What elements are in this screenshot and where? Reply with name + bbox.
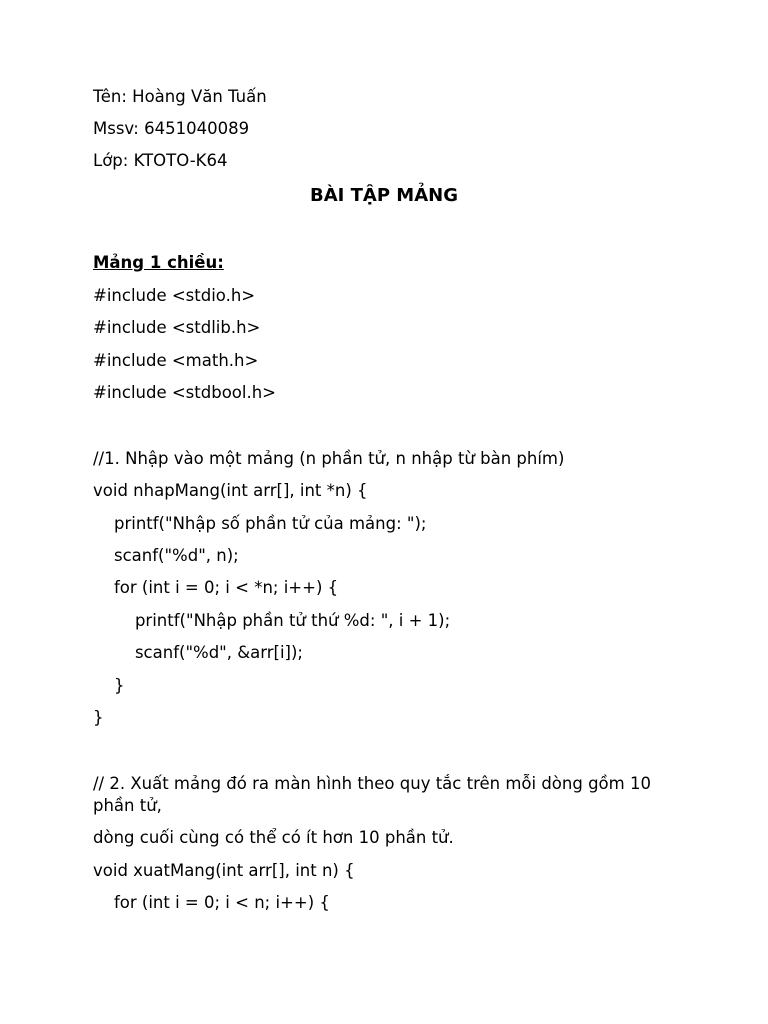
student-id: Mssv: 6451040089: [93, 119, 250, 138]
code-line: for (int i = 0; i < n; i++) {: [93, 893, 330, 912]
student-class: Lớp: KTOTO-K64: [93, 151, 228, 170]
code-line-include-stdbool: #include <stdbool.h>: [93, 383, 276, 402]
code-line: for (int i = 0; i < *n; i++) {: [93, 578, 339, 597]
code-comment-1: //1. Nhập vào một mảng (n phần tử, n nhập từ bàn phím): [93, 449, 565, 468]
code-line: }: [93, 708, 104, 727]
code-comment-2-continued: dòng cuối cùng có thể có ít hơn 10 phần tử.: [93, 828, 454, 847]
code-line-nhapmang-signature: void nhapMang(int arr[], int *n) {: [93, 481, 368, 500]
code-line: printf("Nhập số phần tử của mảng: ");: [93, 514, 427, 533]
code-line: printf("Nhập phần tử thứ %d: ", i + 1);: [93, 611, 451, 630]
code-line-include-stdio: #include <stdio.h>: [93, 286, 256, 305]
code-line: scanf("%d", n);: [93, 546, 239, 565]
code-line: scanf("%d", &arr[i]);: [93, 643, 303, 662]
section-heading: Mảng 1 chiều:: [93, 253, 224, 272]
code-line-include-stdlib: #include <stdlib.h>: [93, 318, 261, 337]
student-name: Tên: Hoàng Văn Tuấn: [93, 87, 267, 106]
code-comment-2: // 2. Xuất mảng đó ra màn hình theo quy tắc trên mỗi dòng gồm 10 phần tử,: [93, 774, 651, 815]
document-title: BÀI TẬP MẢNG: [310, 185, 458, 206]
code-line: }: [93, 676, 125, 695]
code-line-xuatmang-signature: void xuatMang(int arr[], int n) {: [93, 861, 355, 880]
code-line-include-math: #include <math.h>: [93, 351, 259, 370]
